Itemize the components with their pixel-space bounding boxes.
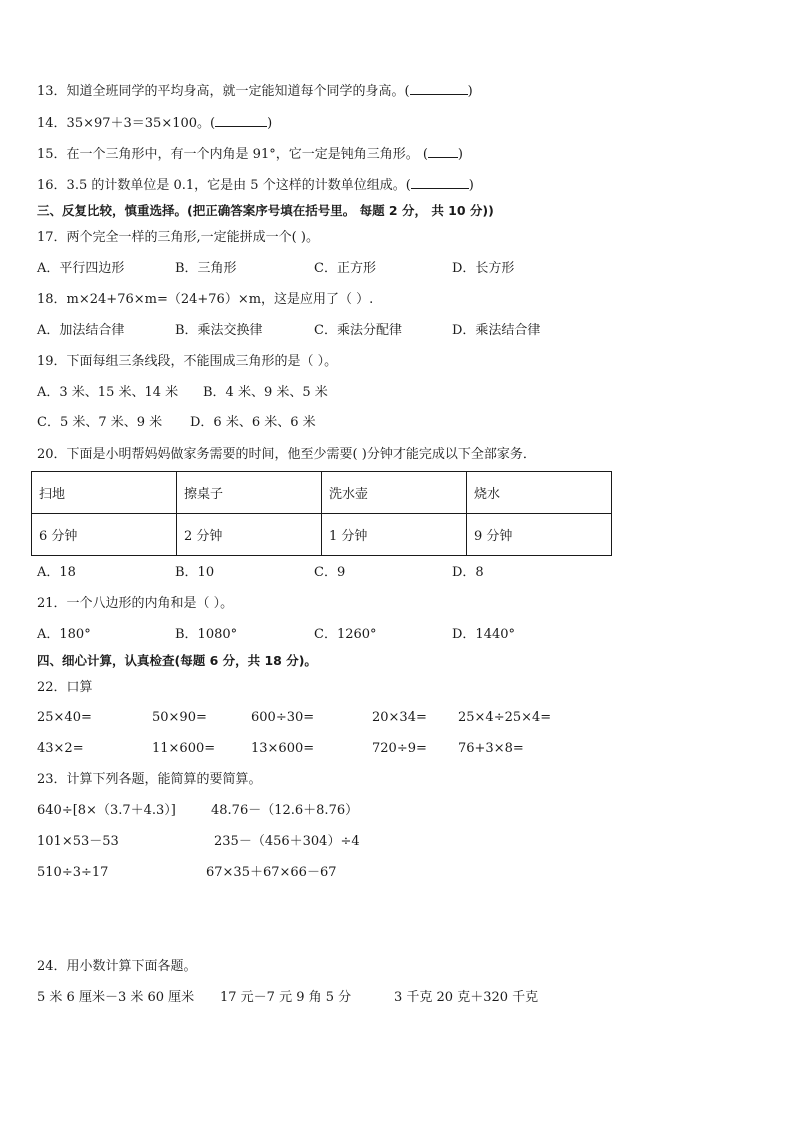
calc-item: 67×35＋67×66－67 [206,865,337,880]
table-cell: 擦桌子 [177,472,322,514]
calc-item: 48.76－（12.6＋8.76） [211,803,359,818]
option-d[interactable]: D．8 [452,565,484,580]
calc-item: 17 元－7 元 9 角 5 分 [220,990,352,1005]
answer-blank[interactable] [410,82,468,95]
option-b[interactable]: B．三角形 [175,261,237,276]
oral-calc-item: 76+3×8= [458,741,524,756]
table-cell: 烧水 [467,472,612,514]
table-row [32,514,612,556]
option-c[interactable]: C．乘法分配律 [314,323,402,338]
option-a[interactable]: A．3 米、15 米、14 米 [37,385,179,400]
question-16-text: 16．3.5 的计数单位是 0.1，它是由 5 个这样的计数单位组成。( [37,178,411,193]
question-14-text: 14．35×97＋3＝35×100。( [37,116,216,131]
calc-item: 640÷[8×（3.7＋4.3）] [37,803,176,818]
oral-calc-item: 20×34= [372,710,427,725]
option-a[interactable]: A．平行四边形 [37,261,125,276]
oral-calc-item: 13×600= [251,741,315,756]
table-cell: 6 分钟 [32,514,177,556]
question-19-text: 19．下面每组三条线段，不能围成三角形的是（ ）。 [37,354,338,369]
option-d[interactable]: D．长方形 [452,261,515,276]
question-17-text: 17．两个完全一样的三角形,一定能拼成一个( )。 [37,230,319,245]
oral-calc-item: 50×90= [152,710,207,725]
table-cell: 9 分钟 [467,514,612,556]
oral-calc-item: 11×600= [152,741,216,756]
oral-calc-item: 25×4÷25×4= [458,710,552,725]
chores-table [31,471,612,556]
section-4-heading: 四、细心计算，认真检查(每题 6 分，共 18 分)。 [37,653,317,668]
option-a[interactable]: A．18 [37,565,76,580]
table-header-row [32,472,612,514]
option-c[interactable]: C．1260° [314,627,377,642]
answer-blank[interactable] [215,114,267,127]
option-a[interactable]: A．加法结合律 [37,323,125,338]
option-c[interactable]: C．5 米、7 米、9 米 [37,415,163,430]
option-b[interactable]: B．4 米、9 米、5 米 [203,385,328,400]
oral-calc-item: 43×2= [37,741,84,756]
question-21-text: 21．一个八边形的内角和是（ ）。 [37,596,234,611]
question-15-text: 15．在一个三角形中，有一个内角是 91°，它一定是钝角三角形。 ( [37,147,428,162]
option-c[interactable]: C．正方形 [314,261,376,276]
answer-blank[interactable] [428,145,458,158]
question-16: 16．3.5 的计数单位是 0.1，它是由 5 个这样的计数单位组成。( ) [37,178,474,193]
option-a[interactable]: A．180° [37,627,91,642]
option-d[interactable]: D．6 米、6 米、6 米 [190,415,316,430]
question-24-text: 24．用小数计算下面各题。 [37,959,197,974]
option-b[interactable]: B．乘法交换律 [175,323,263,338]
oral-calc-item: 600÷30= [251,710,315,725]
answer-blank[interactable] [411,176,469,189]
option-d[interactable]: D．乘法结合律 [452,323,541,338]
question-15: 15．在一个三角形中，有一个内角是 91°，它一定是钝角三角形。 ( ) [37,147,463,162]
table-cell: 1 分钟 [322,514,467,556]
calc-item: 3 千克 20 克＋320 千克 [394,990,539,1005]
calc-item: 235－（456＋304）÷4 [214,834,360,849]
option-b[interactable]: B．1080° [175,627,238,642]
calc-item: 5 米 6 厘米－3 米 60 厘米 [37,990,195,1005]
calc-item: 101×53－53 [37,834,119,849]
question-20-text: 20．下面是小明帮妈妈做家务需要的时间，他至少需要( )分钟才能完成以下全部家务． [37,447,536,462]
question-18-text: 18．m×24+76×m=（24+76）×m，这是应用了（ ）. [37,292,374,307]
option-b[interactable]: B．10 [175,565,215,580]
oral-calc-item: 25×40= [37,710,92,725]
table-cell: 洗水壶 [322,472,467,514]
question-13-text: 13．知道全班同学的平均身高，就一定能知道每个同学的身高。( [37,84,410,99]
question-13: 13．知道全班同学的平均身高，就一定能知道每个同学的身高。( ) [37,84,473,99]
calc-item: 510÷3÷17 [37,865,109,880]
oral-calc-item: 720÷9= [372,741,427,756]
section-3-heading: 三、反复比较，慎重选择。(把正确答案序号填在括号里。 每题 2 分， 共 10 分)) [37,203,494,218]
option-c[interactable]: C．9 [314,565,346,580]
question-14: 14．35×97＋3＝35×100。( ) [37,116,273,131]
table-cell: 2 分钟 [177,514,322,556]
question-22-text: 22．口算 [37,680,93,695]
question-23-text: 23．计算下列各题，能简算的要简算。 [37,772,262,787]
table-cell: 扫地 [32,472,177,514]
option-d[interactable]: D．1440° [452,627,516,642]
